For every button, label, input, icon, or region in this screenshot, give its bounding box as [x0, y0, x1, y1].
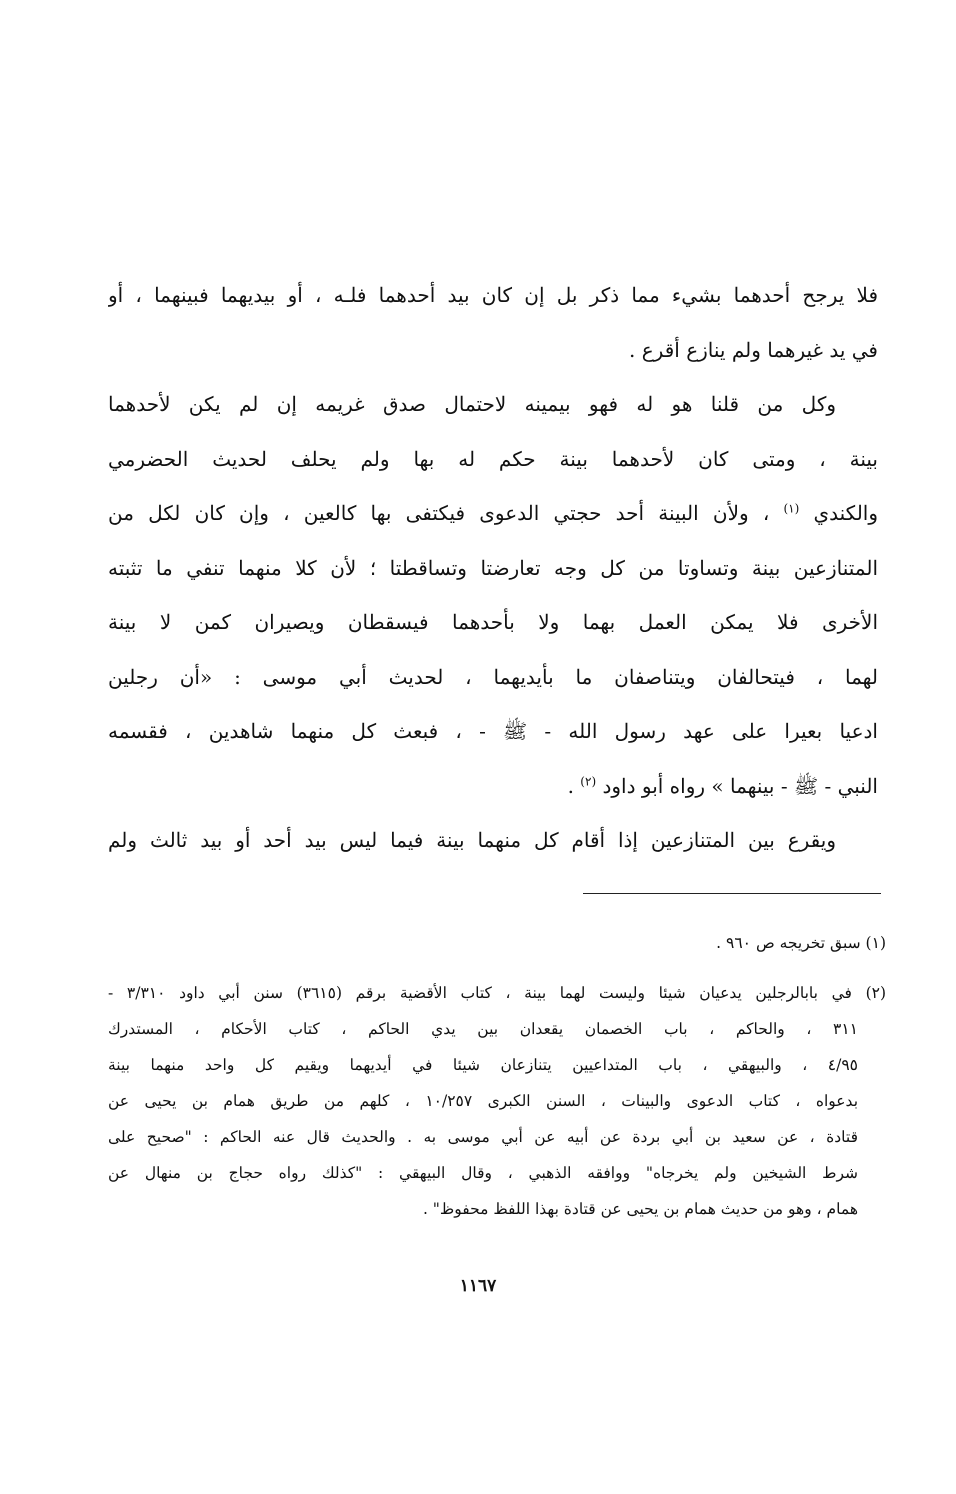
footnote-2-line-1: (٢) في بابالرجلين يدعيان شيئا وليست لهما بينة ، كتاب الأقضية برقم (٣٦١٥) سنن أبي داود ٣/٣١٠ - — [108, 984, 886, 1002]
footnote-gap — [108, 961, 886, 975]
text-line-10-start: النبي - ﷺ - بينهما » رواه أبو داود — [602, 773, 878, 798]
text-line-5-rest: ، ولأن البينة أحد حجتي الدعوى فيكتفى بها كالعين ، وإن كان لكل من — [108, 501, 770, 525]
text-line-3: وكل من قلنا هو له فهو بيمينه لاحتمال صدق غريمه إن لم يكن لأحدهما — [108, 392, 836, 416]
footnote-2-line-2: ٣١١ ، والحاكم ، باب الخصمان يقعدان بين يدي الحاكم ، كتاب الأحكام ، المستدرك — [108, 1020, 858, 1038]
text-line-7: الأخرى فلا يمكن العمل بهما ولا بأحدهما فيسقطان ويصيران كمن لا بينة — [108, 610, 878, 634]
footnote-separator — [583, 893, 881, 894]
footnotes — [108, 925, 886, 1227]
text-line-5-start: والكندي — [813, 501, 878, 525]
footnote-2-line-5: قتادة ، عن سعيد بن أبي بردة عن أبيه عن أبي موسى به . والحديث قال عنه الحاكم : "صحيح على — [108, 1128, 858, 1146]
footnote-2-line-4: بدعواه ، كتاب الدعوى والبينات ، السنن الكبرى ١٠/٢٥٧ ، كلهم من طريق همام بن يحيى عن — [108, 1092, 859, 1110]
text-line-9: ادعيا بعيرا على عهد رسول الله - ﷺ - ، فبعث كل منهما شاهدين ، فقسمه — [108, 719, 878, 743]
text-line-5 — [108, 486, 878, 541]
text-line-10-end: . — [567, 773, 574, 798]
footnote-2-line-3: ٤/٩٥ ، والبيهقي ، باب المتداعيين يتنازعان شيئا في أيديهما ويقيم كل واحد منهما بينة — [108, 1056, 858, 1074]
text-line-6: المتنازعين بينة وتساوتا من كل وجه تعارضتا وتساقطتا ؛ لأن كلا منهما تنفي ما تثبته — [108, 555, 878, 580]
text-line-10 — [108, 759, 878, 814]
text-line-8: لهما ، فيتحالفان ويتناصفان ما بأيديهما ، لحديث أبي موسى : «أن رجلين — [108, 664, 878, 689]
footnote-ref-1[interactable]: (١) — [783, 501, 800, 516]
footnote-2-line-6: شرط الشيخين ولم يخرجاه" ووافقه الذهبي ، وقال البيهقي : "كذلك رواه حجاج بن منهال عن — [108, 1164, 858, 1182]
footnote-1: (١) سبق تخريجه ص ٩٦٠ . — [716, 934, 886, 952]
text-line-1: فلا يرجح أحدهما بشيء مما ذكر بل إن كان بيد أحدهما فلـه ، أو بيديهما فبينهما ، أو — [108, 283, 878, 307]
footnote-2-line-7: همام ، وهو من حديث همام بن يحيى عن قتادة بهذا اللفظ محفوظ" . — [422, 1200, 858, 1218]
text-line-4: بينة ، ومتى كان لأحدهما بينة حكم له بها ولم يحلف لحديث الحضرمي — [108, 446, 878, 471]
main-text — [108, 268, 878, 868]
footnote-ref-2[interactable]: (٢) — [580, 773, 597, 788]
text-line-11: ويقرع بين المتنازعين إذا أقام كل منهما بينة فيما ليس بيد أحد أو بيد ثالث ولم — [108, 828, 836, 852]
page-number: ١١٦٧ — [459, 1276, 497, 1296]
text-line-2: في يد غيرهما ولم ينازع أقرع . — [629, 337, 878, 362]
